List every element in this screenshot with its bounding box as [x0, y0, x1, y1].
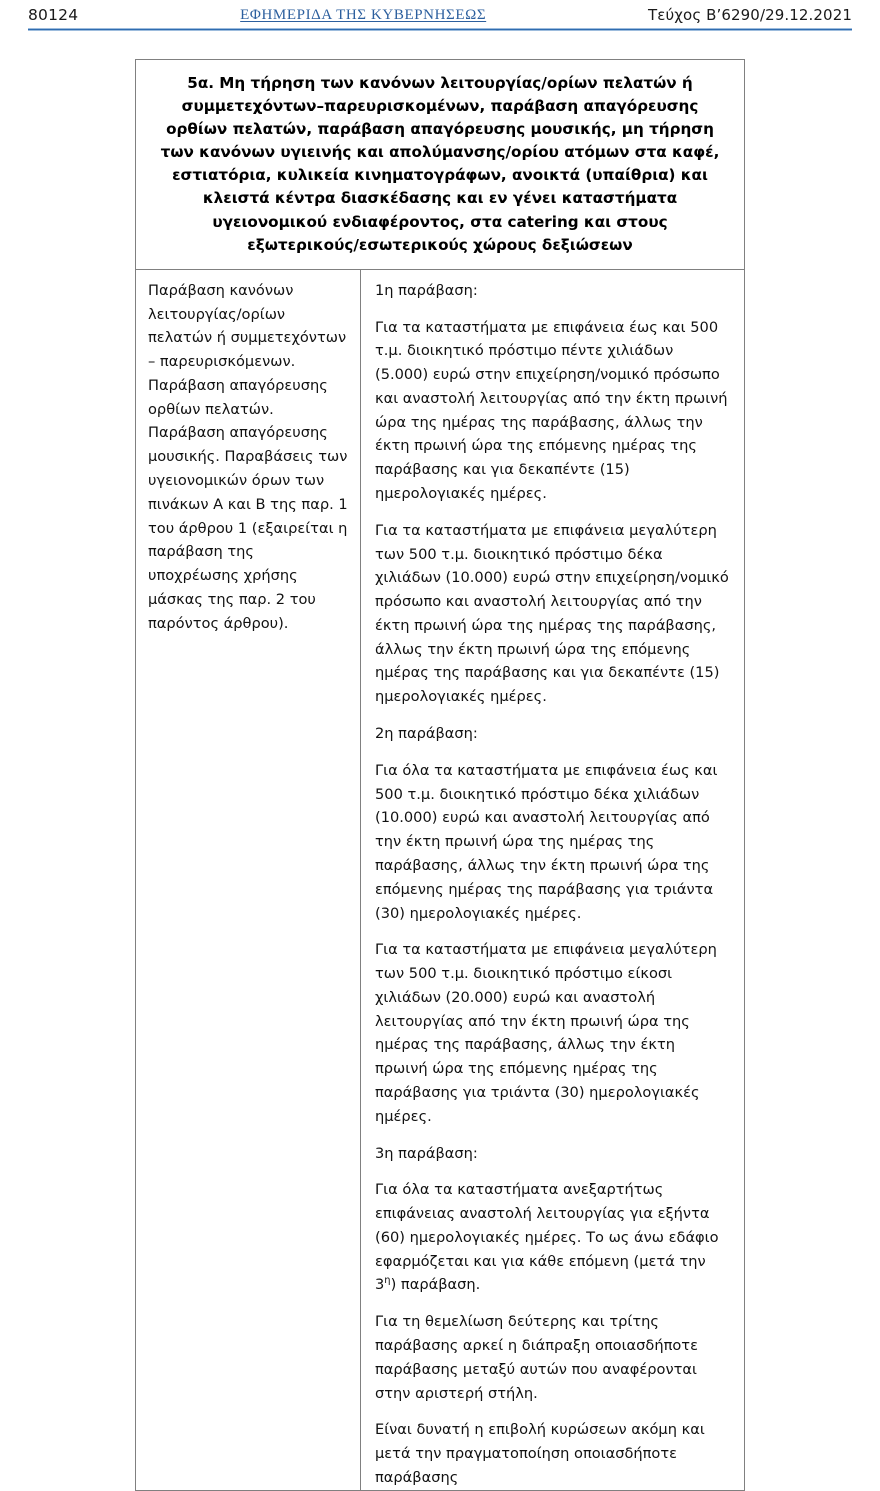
- page-running-head: [0, 0, 880, 34]
- second-violation-paragraph-2: Για τα καταστήματα με επιφάνεια μεγαλύτερη των 500 τ.μ. διοικητικό πρόστιμο είκοσι χιλιάδων (20.000) ευρώ και αναστολή λειτουργίας από την έκτη πρωινή ώρα της ημέρας της παράβασης, άλλως την έκτη πρωινή ώρα της επόμενης ημέρας της παράβασης για τριάντα (30) ημερολογιακές ημέρες.: [375, 941, 717, 1125]
- first-violation-paragraph-1: Για τα καταστήματα με επιφάνεια έως και 500 τ.μ. διοικητικό πρόστιμο πέντε χιλιάδων (5.000) ευρώ στην επιχείρηση/νομικό πρόσωπο και αναστολή λειτουργίας από την έκτη πρωινή ώρα της ημέρας της παράβασης, άλλως την έκτη πρωινή ώρα της επόμενης ημέρας της παράβασης και για δεκαπέντε (15) ημερολογιακές ημέρες.: [375, 318, 728, 502]
- page-number: 80124: [28, 6, 79, 24]
- header-divider-rule: [28, 28, 852, 31]
- second-violation-paragraph-1: Για όλα τα καταστήματα με επιφάνεια έως και 500 τ.μ. διοικητικό πρόστιμο δέκα χιλιάδων (10.000) ευρώ και αναστολή λειτουργίας από την έκτη πρωινή ώρα της ημέρας της παράβασης, άλλως την έκτη πρωινή ώρα της επόμενης ημέρας της παράβασης για τριάντα (30) ημερολογιακές ημέρες.: [375, 761, 718, 922]
- running-head-row: [28, 4, 852, 26]
- violation-description-text: Παράβαση κανόνων λειτουργίας/ορίων πελατών ή συμμετεχόντων – παρευρισκόμενων. Παράβαση απαγόρευσης ορθίων πελατών. Παράβαση απαγόρευσης μουσικής. Παραβάσεις των υγειονομικών όρων των πινάκων Α και Β της παρ. 1 του άρθρου 1 (εξαιρείται η παράβαση της υποχρέωσης χρήσης μάσκας της παρ. 2 του παρόντος άρθρου).: [148, 281, 348, 632]
- second-violation-label: 2η παράβαση:: [375, 725, 478, 743]
- first-violation-label: 1η παράβαση:: [375, 281, 478, 299]
- sanctions-column: [361, 270, 744, 1490]
- closing-paragraph-1: Για τη θεμελίωση δεύτερης και τρίτης παράβασης αρκεί η διάπραξη οποιασδήποτε παράβασης μεταξύ αυτών που αναφέρονται στην αριστερή στήλη.: [375, 1313, 698, 1402]
- violation-description-column: [136, 270, 361, 1490]
- ordinal-superscript: η: [384, 1275, 391, 1287]
- table-heading-cell: 5α. Μη τήρηση των κανόνων λειτουργίας/ορίων πελατών ή συμμετεχόντων–παρευρισκομένων, παράβαση απαγόρευσης ορθίων πελατών, παράβαση απαγόρευσης μουσικής, μη τήρηση των κανόνων υγιεινής και απολύμανσης/ορίου ατόμων στα καφέ, εστιατόρια, κυλικεία κινηματογράφων, ανοικτά (υπαίθρια) και κλειστά κέντρα διασκέδασης και εν γένει καταστήματα υγειονομικού ενδιαφέροντος, στα catering και στους εξωτερικούς/εσωτερικούς χώρους δεξιώσεων: [136, 60, 744, 270]
- sanctions-table: [135, 59, 745, 1491]
- gazette-title: ΕΦΗΜΕΡΙΔΑ ΤΗΣ ΚΥΒΕΡΝΗΣΕΩΣ: [240, 6, 487, 23]
- third-violation-paragraph-1: [375, 1178, 730, 1297]
- third-violation-label: 3η παράβαση:: [375, 1144, 478, 1162]
- first-violation-paragraph-2: Για τα καταστήματα με επιφάνεια μεγαλύτερη των 500 τ.μ. διοικητικό πρόστιμο δέκα χιλιάδων (10.000) ευρώ στην επιχείρηση/νομικό πρόσωπο και αναστολή λειτουργίας από την έκτη πρωινή ώρα της ημέρας της παράβασης, άλλως την έκτη πρωινή ώρα της επόμενης ημέρας της παράβασης και για δεκαπέντε (15) ημερολογιακές ημέρες.: [375, 521, 729, 706]
- issue-info: Τεύχος Β’6290/29.12.2021: [648, 6, 852, 24]
- third-violation-text-before-superscript: Για όλα τα καταστήματα ανεξαρτήτως επιφάνειας αναστολή λειτουργίας για εξήντα (60) ημερολογιακές ημέρες. Το ως άνω εδάφιο εφαρμόζεται και για κάθε επόμενη (μετά την 3: [375, 1181, 719, 1294]
- third-violation-text-after-superscript: ) παράβαση.: [390, 1276, 481, 1294]
- table-body-row: [136, 270, 744, 1490]
- closing-paragraph-2: Είναι δυνατή η επιβολή κυρώσεων ακόμη και μετά την πραγματοποίηση οποιασδήποτε παράβασης: [375, 1421, 705, 1486]
